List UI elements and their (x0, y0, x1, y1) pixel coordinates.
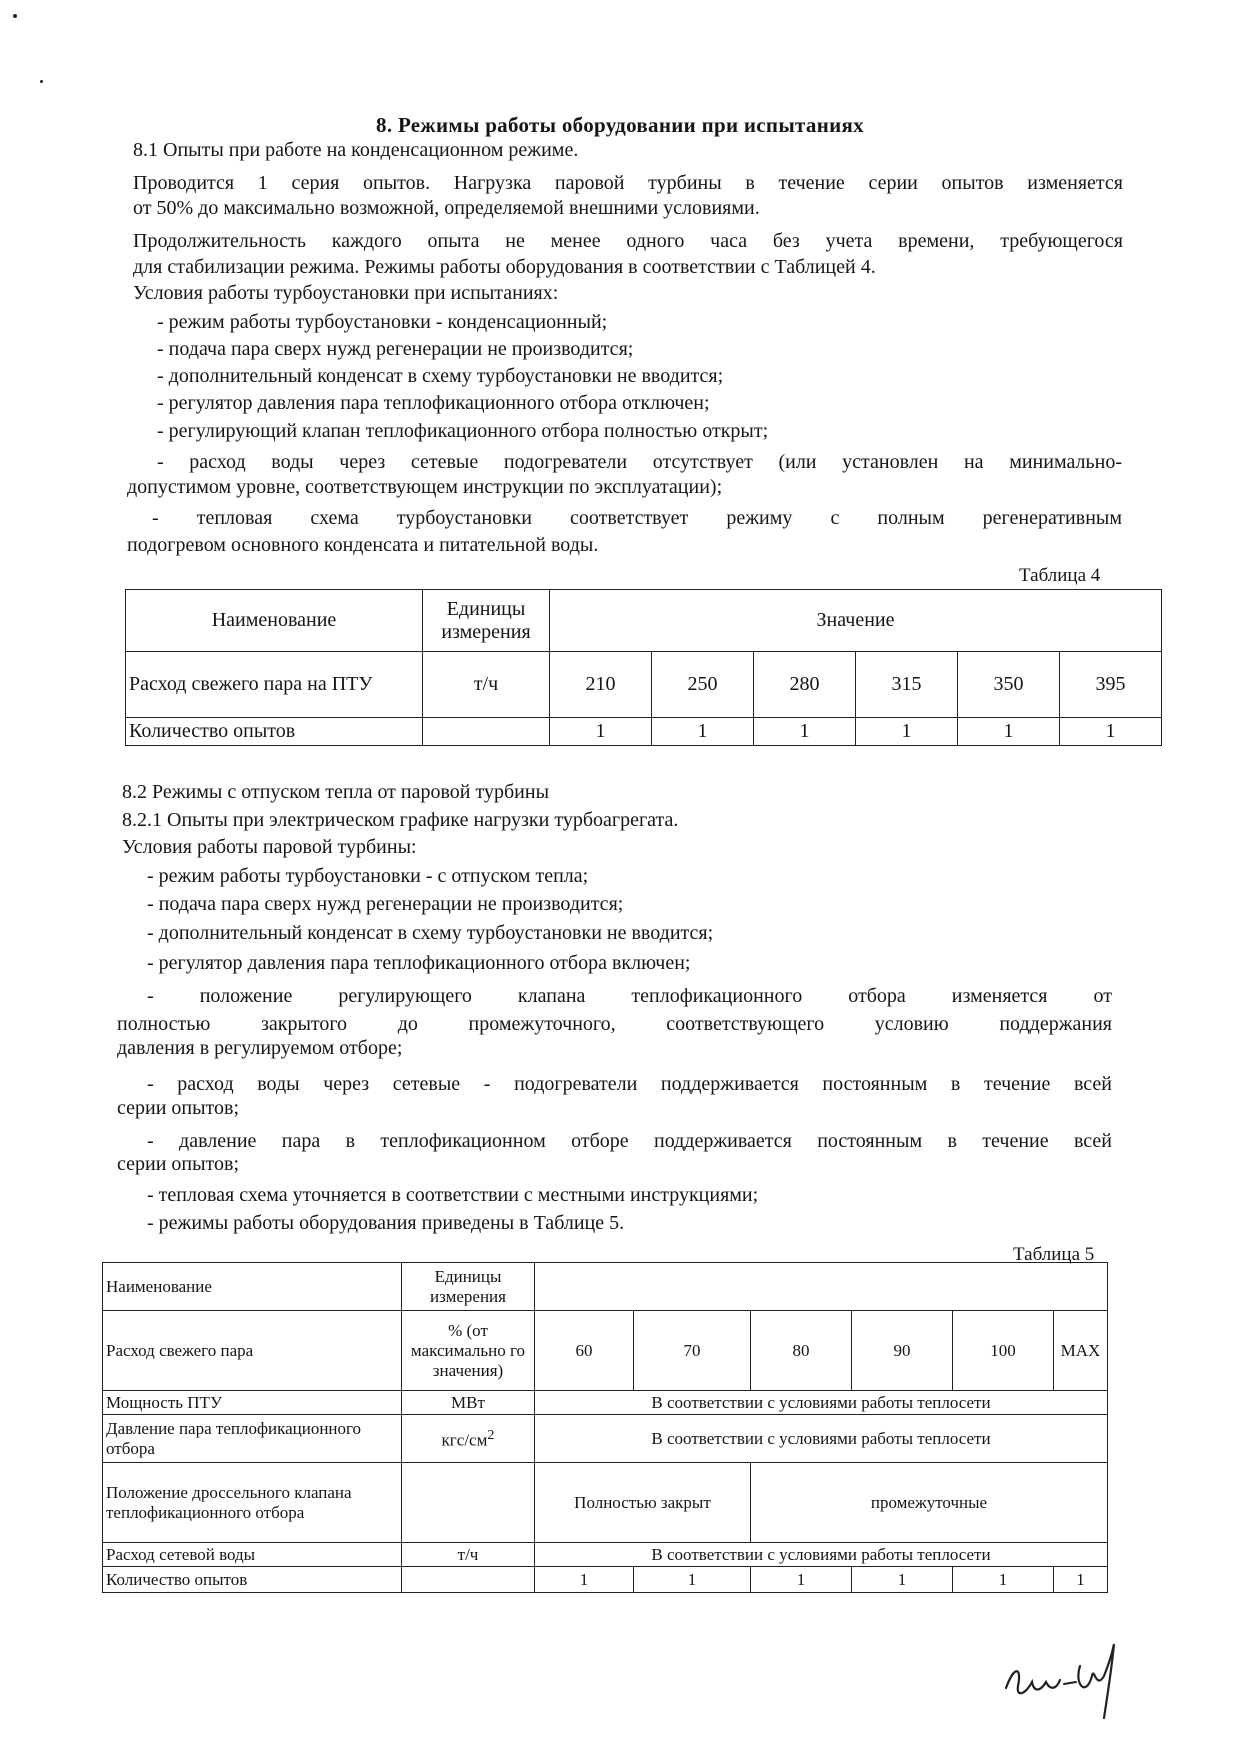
table-caption: Таблица 4 (1019, 565, 1101, 586)
row-name: Расход свежего пара на ПТУ (126, 652, 423, 718)
value-cell: 350 (958, 652, 1060, 718)
section-title: 8. Режимы работы оборудовании при испытаниях (376, 113, 864, 137)
value-cell: 1 (754, 718, 856, 746)
merged-value: В соответствии с условиями работы теплосети (535, 1543, 1108, 1567)
para-line: Продолжительность каждого опыта не менее одного часа без учета времени, требующегося (133, 230, 1123, 252)
value-cell: 1 (535, 1567, 634, 1593)
value-cell: 100 (952, 1311, 1053, 1391)
value-cell: 1 (1060, 718, 1162, 746)
value-cell: 1 (750, 1567, 851, 1593)
value-cell: 90 (851, 1311, 952, 1391)
table-5 (102, 1262, 1108, 1593)
row-name: Давление пара теплофикационного отбора (103, 1415, 402, 1463)
value-cell: 70 (634, 1311, 751, 1391)
row-unit (423, 718, 550, 746)
bullet-item: - подача пара сверх нужд регенерации не производится; (147, 893, 624, 915)
scan-speck (40, 80, 43, 83)
unit-base: кгс/см (441, 1430, 488, 1450)
unit-superscript: 2 (487, 1426, 495, 1443)
value-cell: 1 (550, 718, 652, 746)
bullet-item: - регулирующий клапан теплофикационного отбора полностью открыт; (157, 420, 769, 442)
value-cell: 280 (754, 652, 856, 718)
bullet-item: полностью закрытого до промежуточного, соответствующего условию поддержания (117, 1013, 1112, 1035)
row-name: Расход сетевой воды (103, 1543, 402, 1567)
header-value: Значение (550, 590, 1162, 652)
signature (1000, 1636, 1130, 1722)
merged-value: В соответствии с условиями работы теплосети (535, 1415, 1108, 1463)
bullet-item: подогревом основного конденсата и питательной воды. (127, 534, 599, 556)
bullet-item: - давление пара в теплофикационном отборе поддерживается постоянным в течение всей (147, 1130, 1112, 1152)
value-cell: 60 (535, 1311, 634, 1391)
bullet-item: - дополнительный конденсат в схему турбоустановки не вводится; (147, 922, 714, 944)
value-cell: 1 (952, 1567, 1053, 1593)
para-line: для стабилизации режима. Режимы работы оборудования в соответствии с Таблицей 4. (133, 256, 876, 278)
bullet-item: серии опытов; (117, 1153, 240, 1175)
row-name: Мощность ПТУ (103, 1391, 402, 1415)
value-cell: MAX (1053, 1311, 1107, 1391)
bullet-item: - режим работы турбоустановки - конденсационный; (157, 311, 608, 333)
value-cell: 1 (851, 1567, 952, 1593)
header-name: Наименование (103, 1263, 402, 1311)
row-unit: МВт (402, 1391, 535, 1415)
table-4 (125, 589, 1162, 746)
value-cell: 250 (652, 652, 754, 718)
row-unit (402, 1463, 535, 1543)
header-name: Наименование (126, 590, 423, 652)
header-unit: Единицы измерения (423, 590, 550, 652)
value-cell: 1 (856, 718, 958, 746)
table-caption: Таблица 5 (1013, 1244, 1095, 1265)
header-value-empty (535, 1263, 1108, 1311)
bullet-item: - режимы работы оборудования приведены в Таблице 5. (147, 1212, 625, 1234)
row-name: Количество опытов (103, 1567, 402, 1593)
para-line: от 50% до максимально возможной, определяемой внешними условиями. (133, 197, 760, 219)
para-line: Условия работы турбоустановки при испытаниях: (133, 282, 559, 304)
row-unit (402, 1415, 535, 1463)
bullet-item: - тепловая схема турбоустановки соответствует режиму с полным регенеративным (152, 507, 1122, 529)
row-unit: т/ч (402, 1543, 535, 1567)
scan-speck (13, 14, 17, 18)
bullet-item: - регулятор давления пара теплофикационного отбора включен; (147, 952, 691, 974)
value-cell: 1 (1053, 1567, 1107, 1593)
value-cell: 1 (634, 1567, 751, 1593)
bullet-item: давления в регулируемом отборе; (117, 1037, 403, 1059)
bullet-item: - дополнительный конденсат в схему турбоустановки не вводится; (157, 365, 724, 387)
bullet-item: допустимом уровне, соответствующем инструкции по эксплуатации); (127, 476, 723, 498)
row-name: Расход свежего пара (103, 1311, 402, 1391)
merged-value: промежуточные (750, 1463, 1107, 1543)
para-line: 8.2.1 Опыты при электрическом графике нагрузки турбоагрегата. (122, 809, 679, 831)
para-line: 8.1 Опыты при работе на конденсационном режиме. (133, 139, 579, 161)
closed-cell: Полностью закрыт (535, 1463, 751, 1543)
bullet-item: серии опытов; (117, 1097, 240, 1119)
para-line: Условия работы паровой турбины: (122, 836, 417, 858)
bullet-item: - расход воды через сетевые - подогреватели поддерживается постоянным в течение всей (147, 1073, 1112, 1095)
row-name: Положение дроссельного клапана теплофикационного отбора (103, 1463, 402, 1543)
value-cell: 1 (652, 718, 754, 746)
bullet-item: - тепловая схема уточняется в соответствии с местными инструкциями; (147, 1184, 759, 1206)
value-cell: 210 (550, 652, 652, 718)
para-line: 8.2 Режимы с отпуском тепла от паровой турбины (122, 781, 550, 803)
value-cell: 80 (750, 1311, 851, 1391)
row-unit: т/ч (423, 652, 550, 718)
bullet-item: - регулятор давления пара теплофикационного отбора отключен; (157, 392, 710, 414)
merged-value: В соответствии с условиями работы теплосети (535, 1391, 1108, 1415)
row-unit: % (от максимально го значения) (402, 1311, 535, 1391)
bullet-item: - подача пара сверх нужд регенерации не производится; (157, 338, 634, 360)
bullet-item: - режим работы турбоустановки - с отпуском тепла; (147, 865, 589, 887)
row-unit (402, 1567, 535, 1593)
row-name: Количество опытов (126, 718, 423, 746)
value-cell: 395 (1060, 652, 1162, 718)
bullet-item: - расход воды через сетевые подогреватели отсутствует (или установлен на минимально- (157, 451, 1122, 473)
value-cell: 315 (856, 652, 958, 718)
bullet-item: - положение регулирующего клапана теплофикационного отбора изменяется от (147, 985, 1112, 1007)
value-cell: 1 (958, 718, 1060, 746)
para-line: Проводится 1 серия опытов. Нагрузка паровой турбины в течение серии опытов изменяется (133, 172, 1123, 194)
header-unit: Единицы измерения (402, 1263, 535, 1311)
